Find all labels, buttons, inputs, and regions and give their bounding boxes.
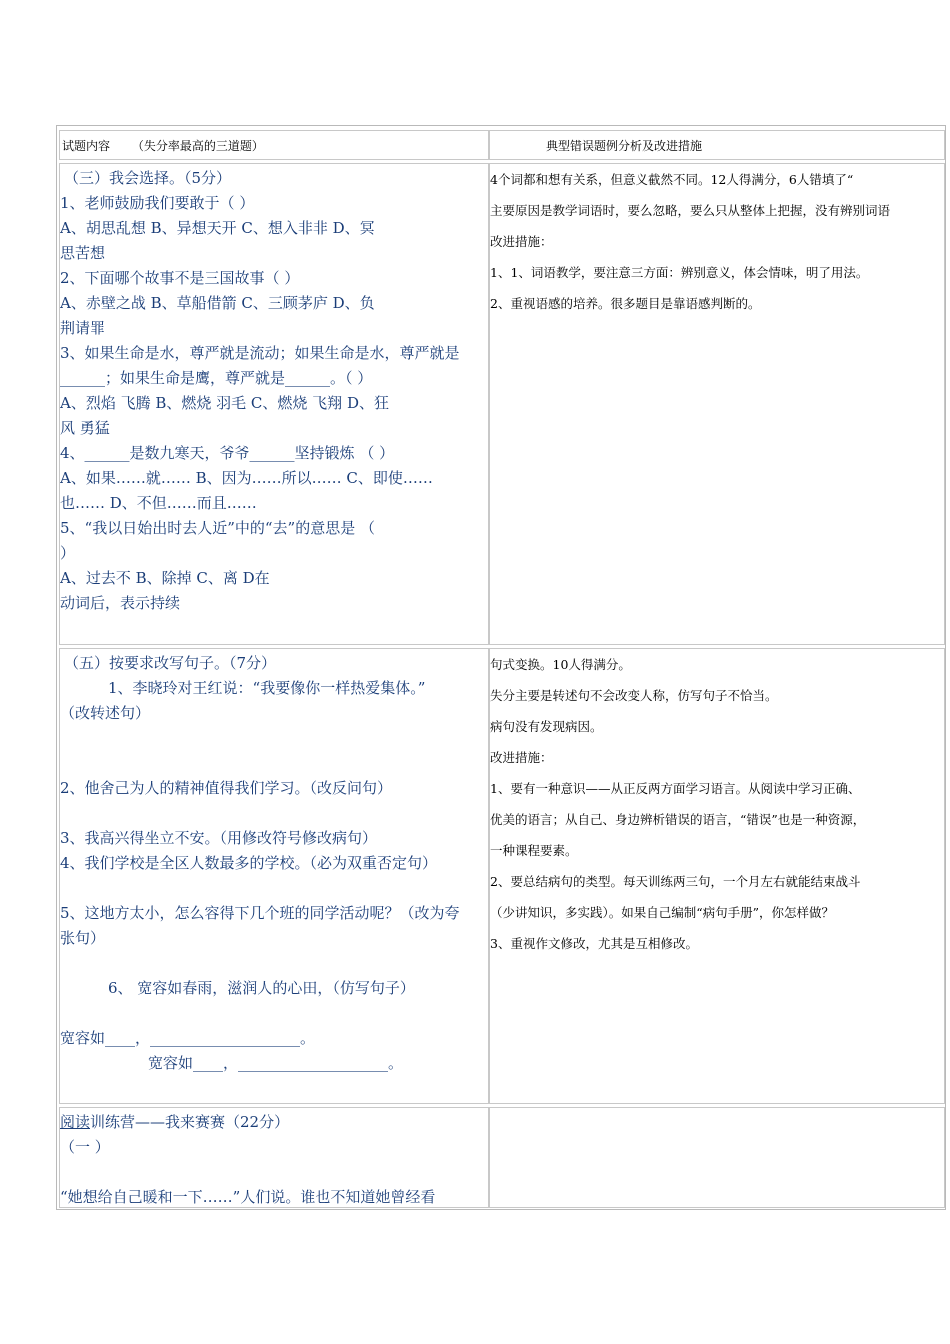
section5-q1b: （改转述句） bbox=[60, 704, 151, 722]
section3-line: 3、如果生命是水，尊严就是流动；如果生命是水，尊严就是 bbox=[60, 344, 460, 362]
reading-question-cell bbox=[59, 1107, 489, 1208]
analysis-table bbox=[56, 125, 946, 1210]
analysis-line: 句式变换。10人得满分。 bbox=[490, 657, 631, 672]
header-left-note: （失分率最高的三道题） bbox=[131, 139, 264, 153]
section3-line: 风 勇猛 bbox=[60, 419, 110, 437]
analysis-line: 1、1、词语教学，要注意三方面：辨别意义，体会情味，明了用法。 bbox=[490, 265, 869, 280]
analysis-line: （少讲知识，多实践）。如果自己编制“病句手册”，你怎样做？ bbox=[490, 905, 835, 920]
section5-title: （五）按要求改写句子。（7分） bbox=[64, 654, 277, 672]
section3-line: 荆请罪 bbox=[60, 319, 106, 337]
section3-line: 动词后，表示持续 bbox=[60, 594, 181, 612]
analysis-line: 失分主要是转述句不会改变人称，仿写句子不恰当。 bbox=[490, 688, 778, 703]
reading-title-underlined: 阅读 bbox=[60, 1113, 91, 1131]
analysis-line: 改进措施： bbox=[490, 750, 553, 765]
header-right-label: 典型错误题例分析及改进措施 bbox=[546, 139, 703, 153]
reading-title-rest: 训练营——我来赛赛（22分） bbox=[90, 1113, 290, 1131]
reading-text: “她想给自己暖和一下……”人们说。谁也不知道她曾经看 bbox=[60, 1188, 436, 1206]
analysis-line: 3、重视作文修改，尤其是互相修改。 bbox=[490, 936, 698, 951]
reading-title bbox=[60, 1110, 488, 1135]
header-left-label: 试题内容 bbox=[62, 139, 111, 153]
analysis-line: 4个词都和想有关系，但意义截然不同。12人得满分，6人错填了“ bbox=[490, 172, 854, 187]
section3-question-cell bbox=[59, 163, 489, 645]
section5-fill2: 宽容如____，____________________。 bbox=[148, 1054, 404, 1072]
section5-q4: 4、我们学校是全区人数最多的学校。（必为双重否定句） bbox=[60, 854, 438, 872]
section5-q1a: 1、李晓玲对王红说：“我要像你一样热爱集体。” bbox=[108, 679, 426, 697]
analysis-line: 2、要总结病句的类型。每天训练两三句，一个月左右就能结束战斗 bbox=[490, 874, 861, 889]
section3-line: 4、______是数九寒天，爷爷______坚持锻炼 （ ） bbox=[60, 444, 395, 462]
section3-line: A、过去不 B、除掉 C、离 D在 bbox=[60, 569, 270, 587]
reading-analysis-cell bbox=[489, 1107, 945, 1208]
section5-q5b: 张句） bbox=[60, 929, 106, 947]
section5-q6: 6、 宽容如春雨，滋润人的心田，（仿写句子） bbox=[108, 979, 415, 997]
analysis-line: 改进措施： bbox=[490, 234, 553, 249]
analysis-line: 1、要有一种意识——从正反两方面学习语言。从阅读中学习正确、 bbox=[490, 781, 861, 796]
section3-line: ） bbox=[60, 544, 76, 562]
section3-line: 也…… D、不但……而且…… bbox=[60, 494, 257, 512]
header-left-cell bbox=[59, 130, 489, 160]
section5-q2: 2、他舍己为人的精神值得我们学习。（改反问句） bbox=[60, 779, 393, 797]
analysis-line: 病句没有发现病因。 bbox=[490, 719, 603, 734]
section3-line: 1、老师鼓励我们要敢于（ ） bbox=[60, 194, 255, 212]
section3-line: ______；如果生命是鹰，尊严就是______。（ ） bbox=[60, 369, 373, 387]
section3-line: A、赤壁之战 B、草船借箭 C、三顾茅庐 D、负 bbox=[60, 294, 375, 312]
section3-line: A、如果……就…… B、因为……所以…… C、即使…… bbox=[60, 469, 433, 487]
section3-analysis-cell bbox=[489, 163, 945, 645]
reading-sub: （一 ） bbox=[60, 1138, 110, 1156]
section3-line: A、烈焰 飞腾 B、燃烧 羽毛 C、燃烧 飞翔 D、狂 bbox=[60, 394, 389, 412]
section3-line: 5、“我以日始出时去人近”中的“去”的意思是 （ bbox=[60, 519, 375, 537]
analysis-line: 一种课程要素。 bbox=[490, 843, 578, 858]
header-right-cell bbox=[489, 130, 945, 160]
section3-title: （三）我会选择。（5分） bbox=[64, 169, 232, 187]
section5-analysis-cell bbox=[489, 648, 945, 1104]
section5-fill1: 宽容如____，____________________。 bbox=[60, 1029, 316, 1047]
analysis-line: 主要原因是教学词语时，要么忽略，要么只从整体上把握，没有辨别词语 bbox=[490, 203, 891, 218]
analysis-line: 优美的语言；从自己、身边辨析错误的语言，“错误”也是一种资源， bbox=[490, 812, 866, 827]
section5-q5a: 5、这地方太小，怎么容得下几个班的同学活动呢？（改为夸 bbox=[60, 904, 460, 922]
section3-line: A、胡思乱想 B、异想天开 C、想入非非 D、冥 bbox=[60, 219, 375, 237]
section5-q3: 3、我高兴得坐立不安。（用修改符号修改病句） bbox=[60, 829, 378, 847]
section3-line: 2、下面哪个故事不是三国故事（ ） bbox=[60, 269, 300, 287]
analysis-line: 2、重视语感的培养。很多题目是靠语感判断的。 bbox=[490, 296, 761, 311]
section3-line: 思苦想 bbox=[60, 244, 106, 262]
section5-question-cell bbox=[59, 648, 489, 1104]
